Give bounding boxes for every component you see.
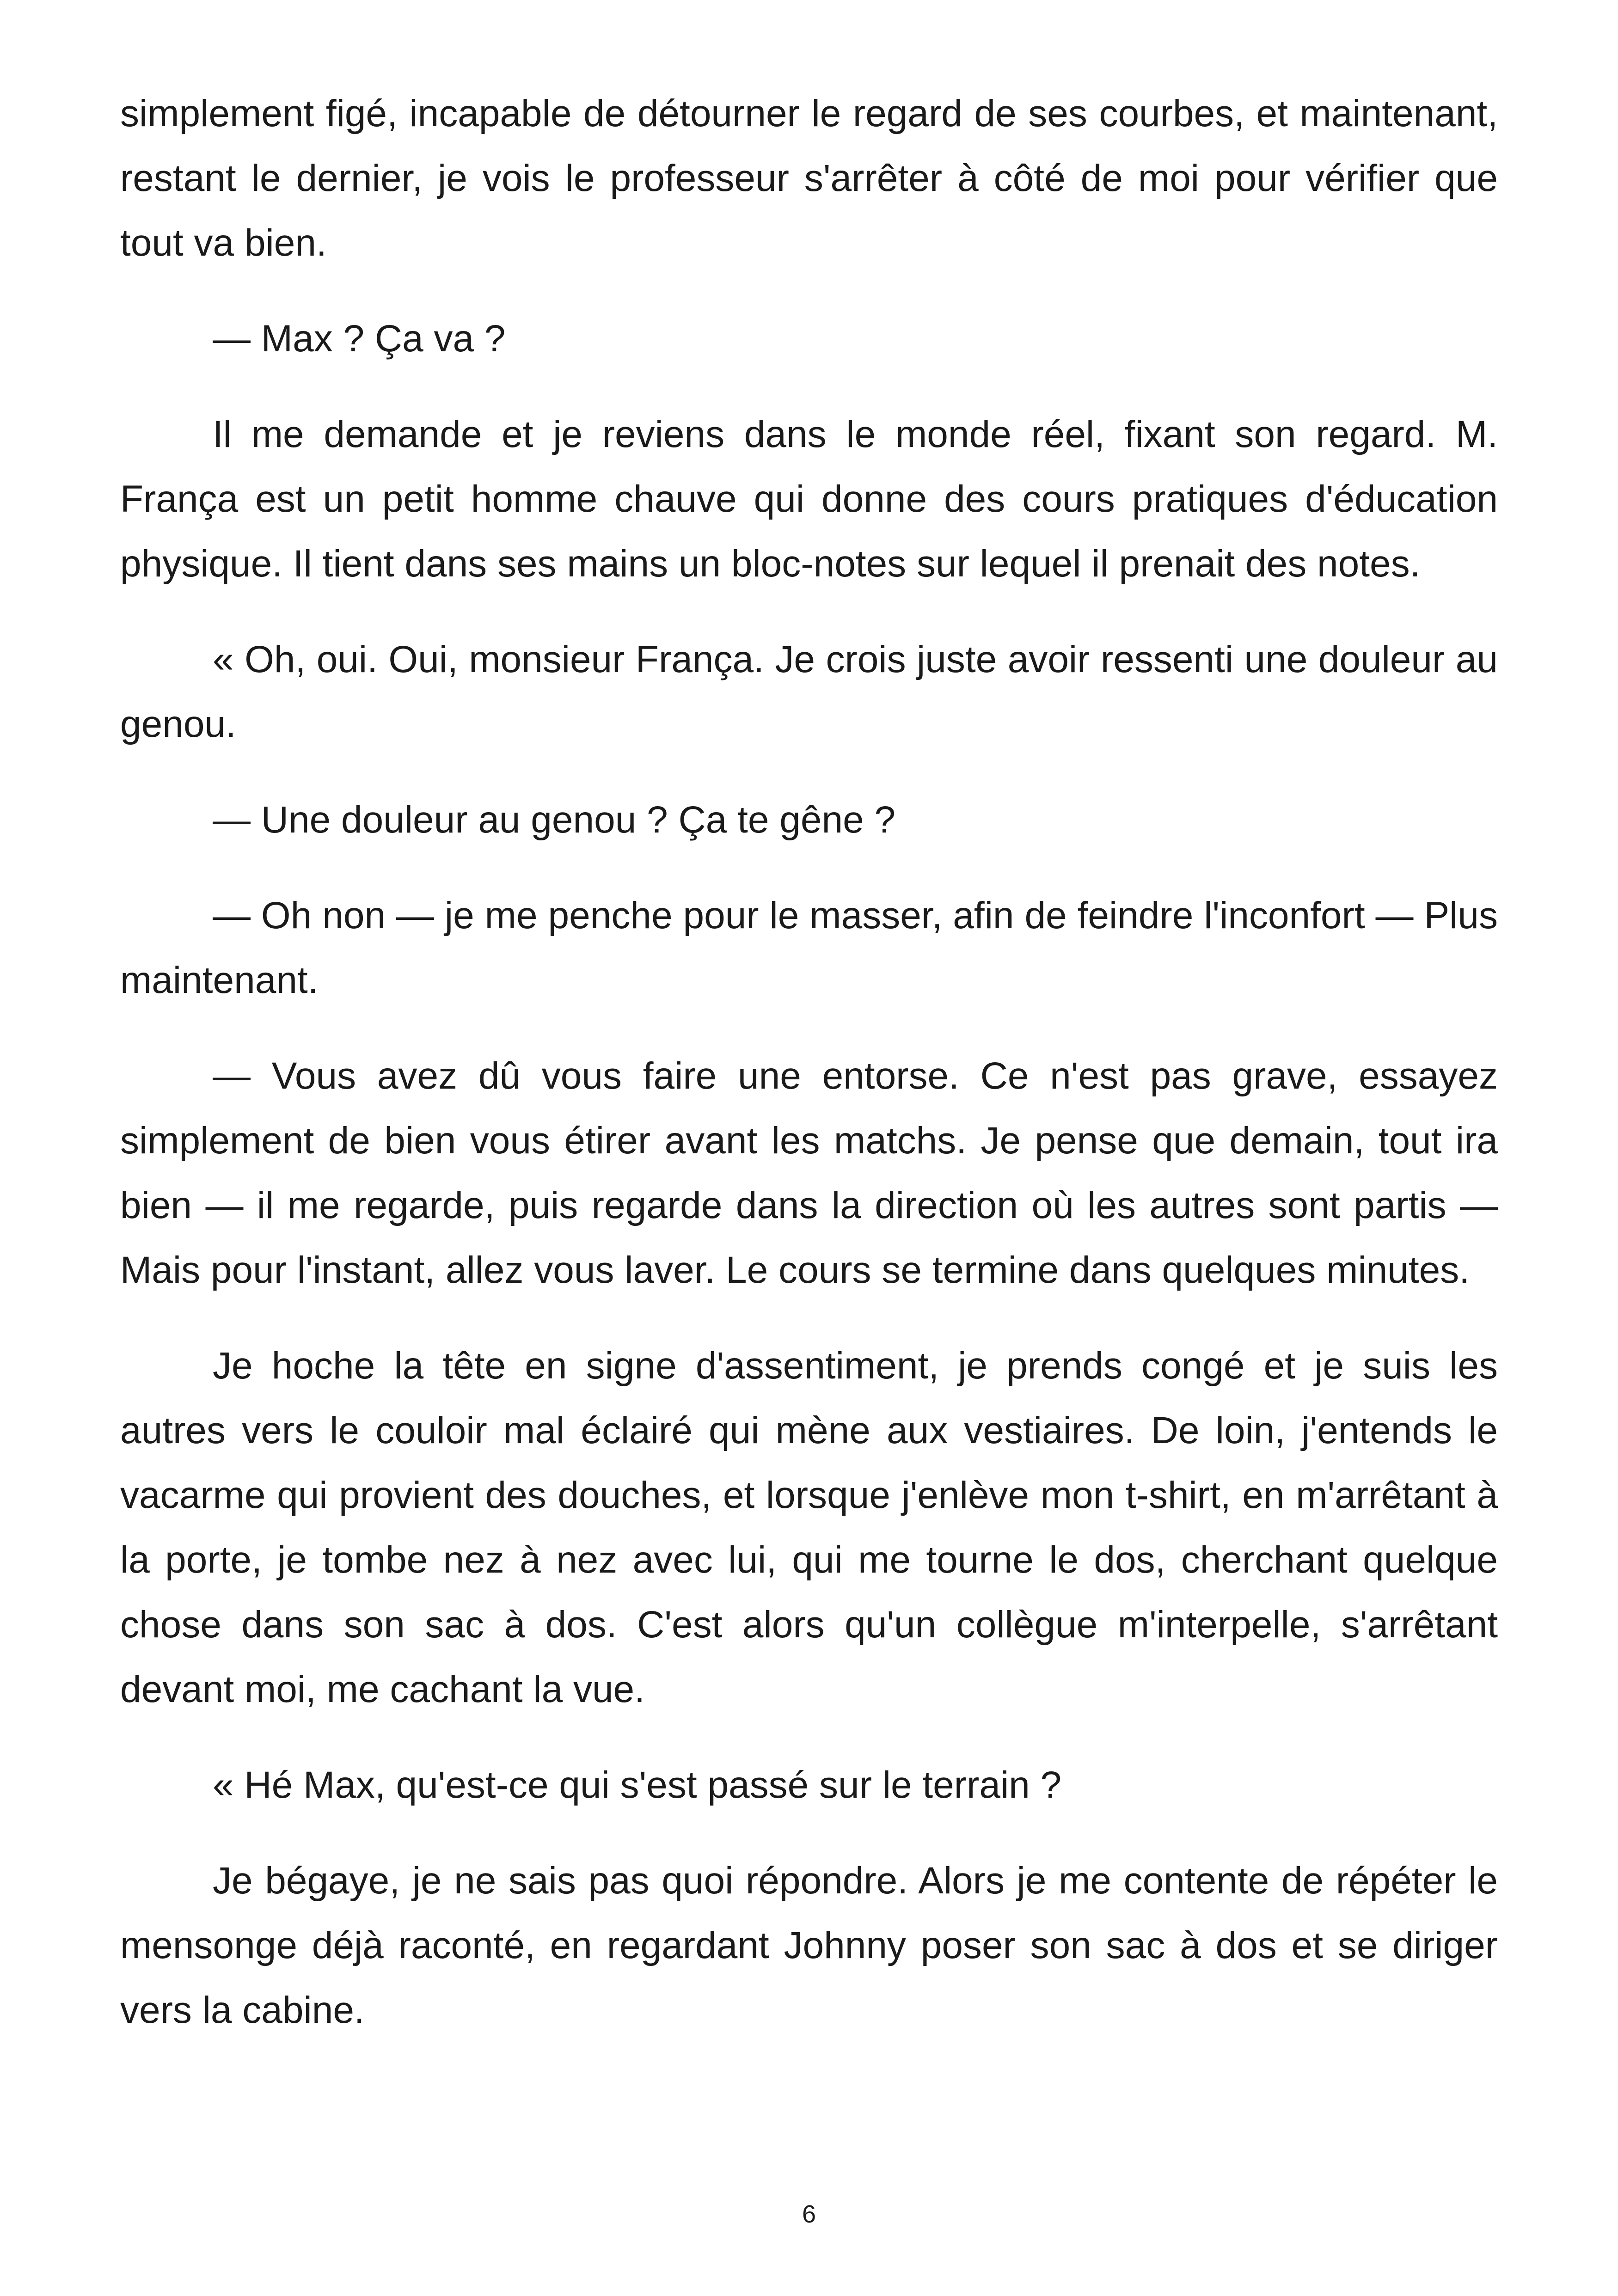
paragraph: — Vous avez dû vous faire une entorse. Ce n'est pas grave, essayez simplement de bien vous étirer avant les matchs. Je pense que demain, tout ira bien — il me regarde, puis regarde dans la direction où les autres sont partis — Mais pour l'instant, allez vous laver. Le cours se termine dans quelques minutes. [120, 1055, 1498, 1291]
paragraph: Je hoche la tête en signe d'assentiment, je prends congé et je suis les autres vers le couloir mal éclairé qui mène aux vestiaires. De loin, j'entends le vacarme qui provient des douches, et lorsque j'enlève mon t-shirt, en m'arrêtant à la porte, je tombe nez à nez avec lui, qui me tourne le dos, cherchant quelque chose dans son sac à dos. C'est alors qu'un collègue m'interpelle, s'arrêtant devant moi, me cachant la vue. [120, 1345, 1498, 1710]
page-body [120, 81, 1498, 2074]
paragraph: — Oh non — je me penche pour le masser, afin de feindre l'inconfort — Plus maintenant. [120, 894, 1498, 1001]
paragraph: Je bégaye, je ne sais pas quoi répondre. Alors je me contente de répéter le mensonge déjà raconté, en regardant Johnny poser son sac à dos et se diriger vers la cabine. [120, 1860, 1498, 2031]
paragraph: « Oh, oui. Oui, monsieur França. Je crois juste avoir ressenti une douleur au genou. [120, 638, 1498, 745]
paragraph: Il me demande et je reviens dans le monde réel, fixant son regard. M. França est un petit homme chauve qui donne des cours pratiques d'éducation physique. Il tient dans ses mains un bloc-notes sur lequel il prenait des notes. [120, 413, 1498, 585]
paragraph: simplement figé, incapable de détourner le regard de ses courbes, et maintenant, restant le dernier, je vois le professeur s'arrêter à côté de moi pour vérifier que tout va bien. [120, 92, 1498, 264]
page-number: 6 [802, 2200, 816, 2228]
paragraph: — Max ? Ça va ? [213, 318, 506, 360]
paragraph: « Hé Max, qu'est-ce qui s'est passé sur le terrain ? [213, 1764, 1062, 1806]
paragraph: — Une douleur au genou ? Ça te gêne ? [213, 799, 896, 841]
